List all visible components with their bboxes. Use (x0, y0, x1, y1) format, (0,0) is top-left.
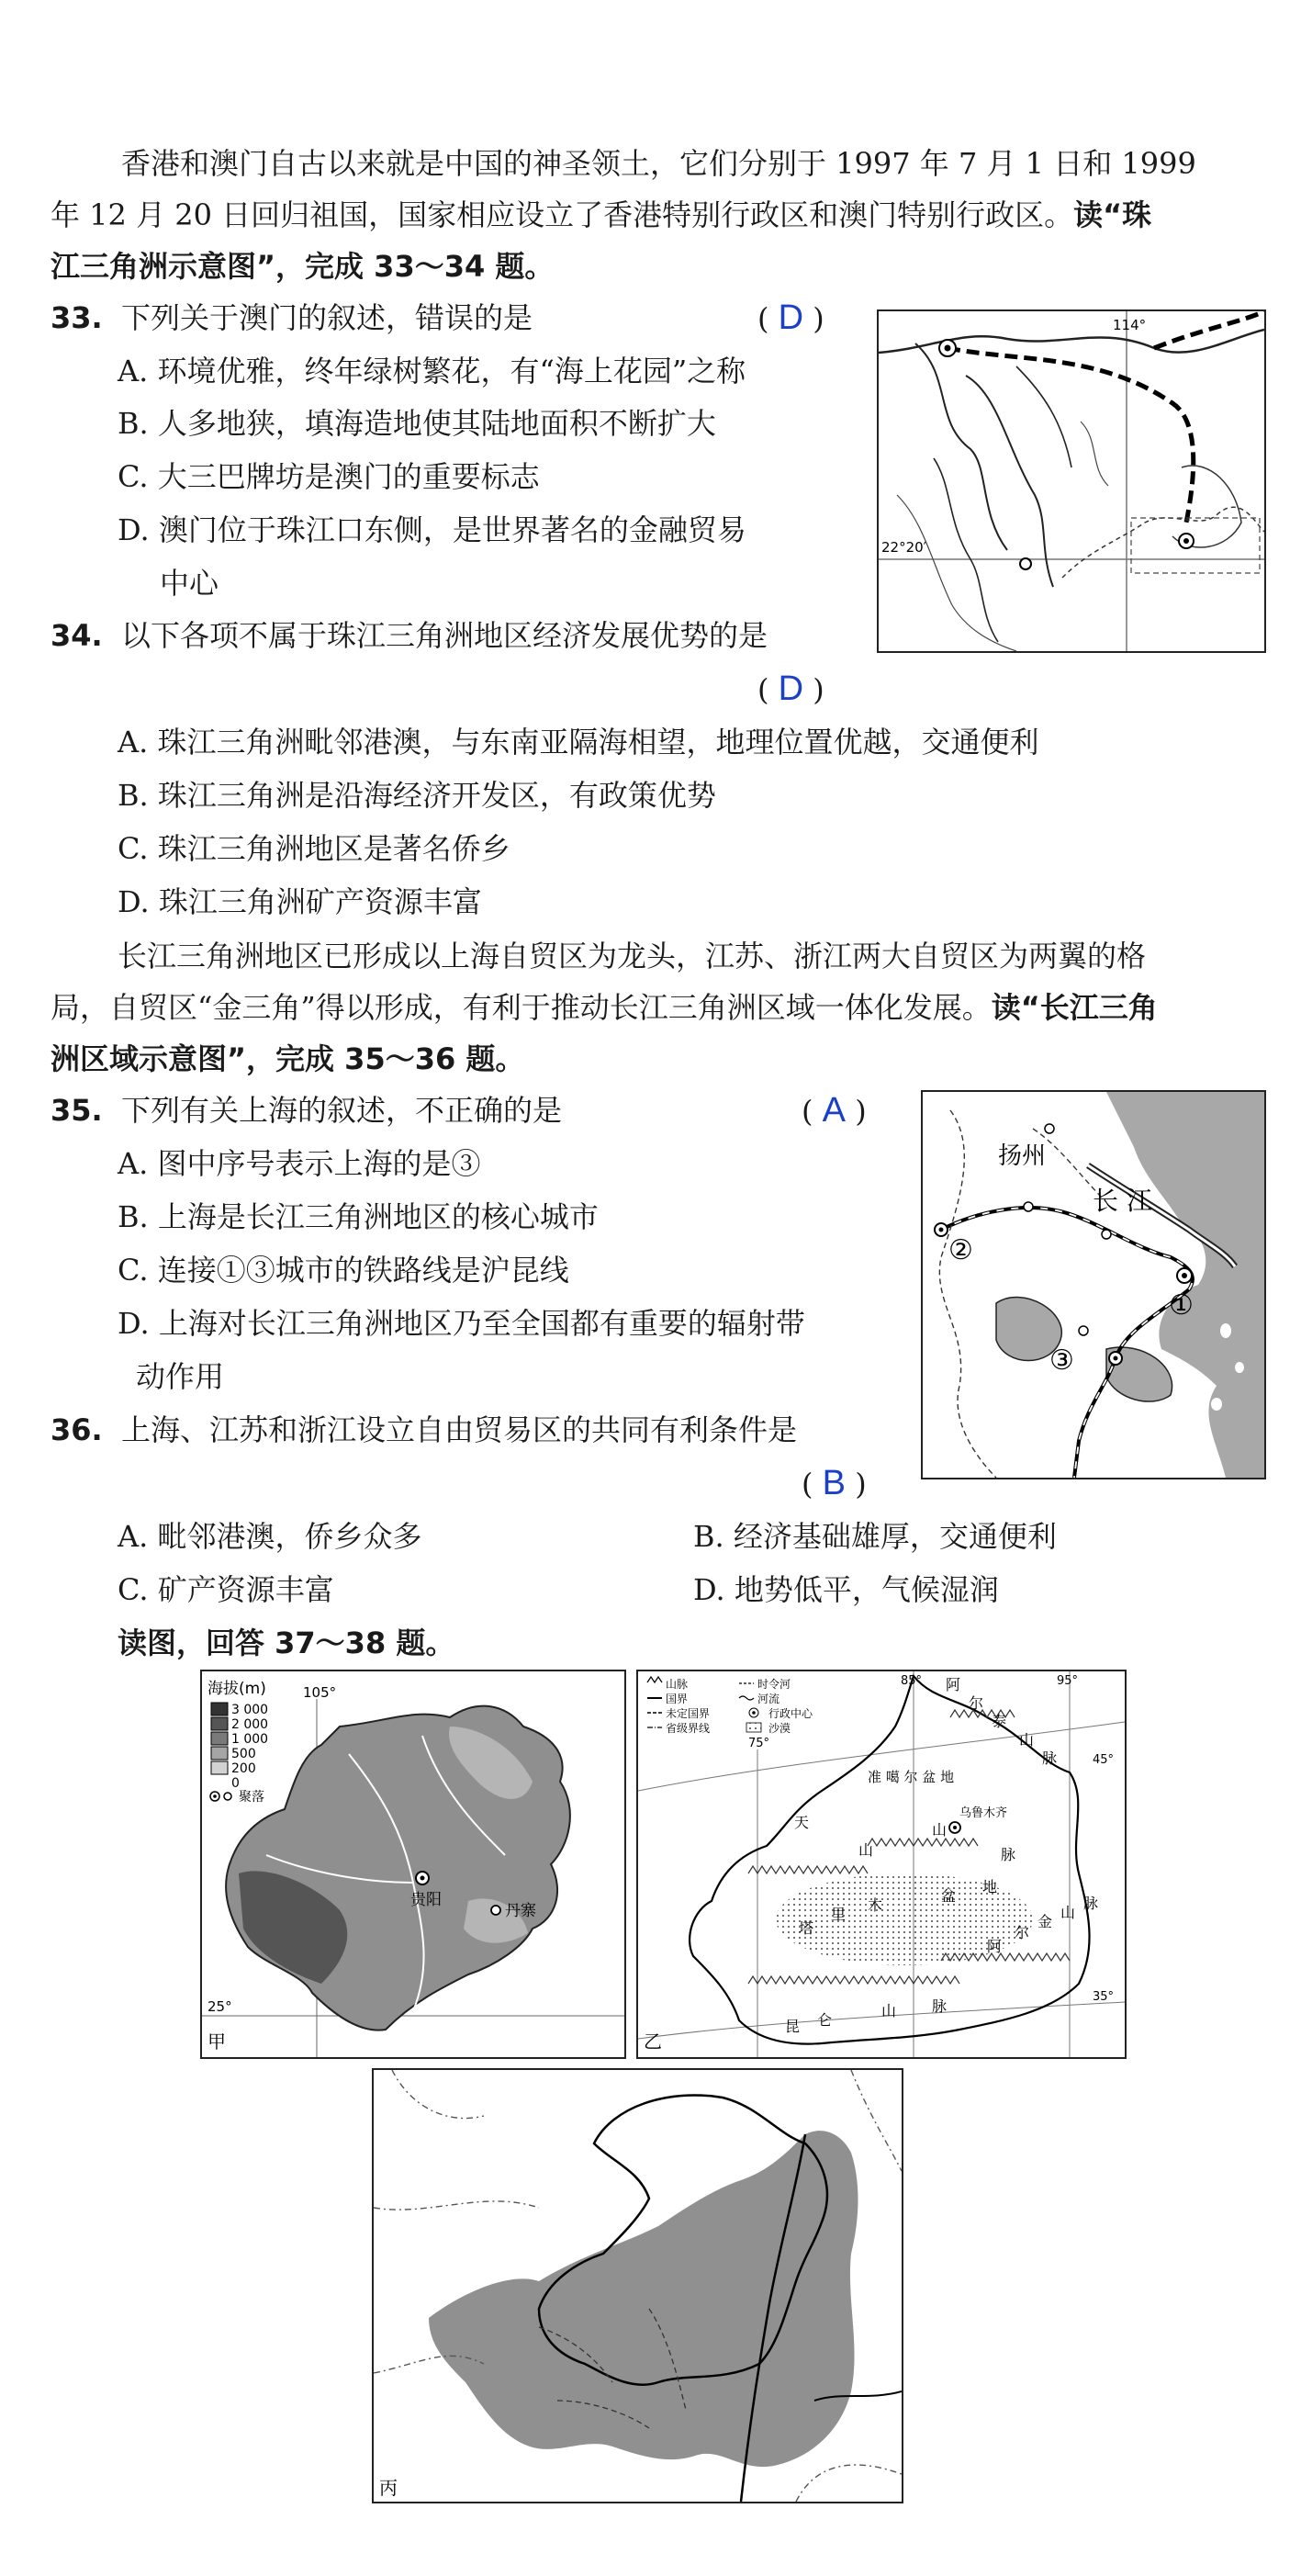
mapA-settlement-label: 聚落 (239, 1790, 264, 1805)
map2-marker-3: ③ (1049, 1344, 1074, 1377)
pearl-river-delta-svg (879, 311, 1264, 651)
map-yi-xinjiang (636, 1670, 1127, 2059)
pearl-river-delta-map (877, 309, 1266, 653)
mapB-legend-desert: 沙漠 (768, 1722, 791, 1735)
q34-stem-text: 以下各项不属于珠江三角洲地区经济发展优势的是 (121, 618, 768, 653)
mapB-kunlun-3: 山 (881, 2002, 897, 2019)
mapB-altai-5: 脉 (1042, 1749, 1058, 1767)
map2-city-yangzhou: 扬州 (998, 1142, 1047, 1170)
mapB-city-urumqi: 乌鲁木齐 (959, 1806, 1008, 1820)
mapA-legend-title: 海拔(m) (207, 1680, 266, 1698)
mapB-tianshan-3: 山 (932, 1821, 948, 1839)
q35-num: 35. (50, 1093, 103, 1128)
q35-option-b: B. 上海是长江三角洲地区的核心城市 (118, 1199, 599, 1234)
map2-river-label: 长 江 (1093, 1186, 1152, 1216)
mapB-altun-4: 山 (1060, 1904, 1076, 1921)
q33-option-c: C. 大三巴牌坊是澳门的重要标志 (118, 459, 540, 494)
q34-num: 34. (50, 618, 103, 653)
read-map-instruction: 读图，回答 37～38 题。 (118, 1625, 455, 1660)
mapA-lon-label: 105° (303, 1684, 337, 1701)
intro1-line2-text: 年 12 月 20 日回归祖国，国家相应设立了香港特别行政区和澳门特别行政区。 (50, 197, 1074, 232)
mapB-lon-75: 75° (748, 1737, 770, 1750)
map-jia-guizhou (200, 1670, 626, 2059)
intro1-line3: 江三角洲示意图”，完成 33～34 题。 (50, 249, 555, 284)
map1-lat-label: 22°20′ (881, 539, 927, 556)
mapB-kunlun-2: 仑 (817, 2011, 833, 2029)
q35-option-a: A. 图中序号表示上海的是③ (118, 1146, 481, 1181)
mapA-level-3000: 3 000 (231, 1703, 269, 1717)
yangtze-delta-map (921, 1090, 1266, 1479)
q33-answer-bracket: ( D ) (757, 298, 824, 337)
intro2-line2 (50, 989, 1158, 1026)
mapB-legend-river: 河流 (757, 1693, 780, 1705)
intro2-line2-bold: 读“长江三角 (991, 990, 1158, 1025)
q36-stem (50, 1412, 797, 1448)
q36-answer: B (822, 1464, 847, 1502)
q34-option-c: C. 珠江三角洲地区是著名侨乡 (118, 831, 510, 866)
mapB-tarim-3: 木 (868, 1896, 883, 1914)
mapB-label: 乙 (644, 2030, 662, 2053)
map2-marker-1: ① (1169, 1289, 1194, 1322)
q35-option-c: C. 连接①③城市的铁路线是沪昆线 (118, 1253, 569, 1288)
mapB-lon-95: 95° (1057, 1674, 1079, 1688)
mapB-tarim-2: 里 (831, 1906, 847, 1923)
mapB-kunlun-1: 昆 (785, 2018, 801, 2035)
q33-stem-text: 下列关于澳门的叙述，错误的是 (121, 300, 533, 335)
q36-option-c: C. 矿产资源丰富 (118, 1572, 334, 1607)
mapB-junggar-basin: 准 噶 尔 盆 地 (868, 1769, 955, 1785)
map1-lon-label: 114° (1113, 317, 1147, 333)
map-bing-svg (374, 2070, 902, 2502)
mapA-city-guiyang: 贵阳 (410, 1891, 442, 1909)
map2-marker-2: ② (948, 1234, 973, 1266)
mapB-legend-province-line: 省级界线 (666, 1722, 711, 1735)
mapC-label: 丙 (379, 2477, 398, 2499)
q36-stem-text: 上海、江苏和浙江设立自由贸易区的共同有利条件是 (121, 1412, 798, 1447)
q35-stem (50, 1092, 562, 1129)
mapB-altai-2: 尔 (969, 1694, 984, 1712)
q36-answer-bracket: ( B ) (802, 1464, 867, 1502)
mapB-tianshan-1: 天 (794, 1814, 810, 1831)
mapB-tarim-1: 塔 (799, 1919, 814, 1937)
q36-num: 36. (50, 1412, 103, 1447)
q34-option-d: D. 珠江三角洲矿产资源丰富 (118, 884, 482, 919)
mapB-altun-5: 脉 (1083, 1895, 1099, 1912)
q36-option-a: A. 毗邻港澳，侨乡众多 (118, 1519, 422, 1554)
q33-option-d: D. 澳门位于珠江口东侧，是世界著名的金融贸易 (118, 512, 746, 547)
mapB-altai-4: 山 (1019, 1731, 1035, 1749)
mapB-tianshan-4: 脉 (1001, 1846, 1016, 1863)
map-jia-svg (202, 1671, 624, 2057)
mapB-tianshan-2: 山 (858, 1841, 874, 1859)
mapB-lon-85: 85° (901, 1674, 923, 1688)
intro2-line2-text: 局，自贸区“金三角”得以形成，有利于推动长江三角洲区域一体化发展。 (50, 990, 992, 1025)
q34-answer: D (778, 669, 804, 708)
mapA-level-2000: 2 000 (231, 1717, 269, 1732)
intro2-line3: 洲区域示意图”，完成 35～36 题。 (50, 1041, 525, 1076)
mapA-level-200: 200 (231, 1761, 256, 1776)
mapA-lat-label: 25° (207, 1998, 232, 2015)
mapB-kunlun-4: 脉 (932, 1997, 948, 2015)
q33-option-b: B. 人多地狭，填海造地使其陆地面积不断扩大 (118, 406, 716, 441)
mapB-lat-35: 35° (1093, 1990, 1115, 2004)
mapB-altun-3: 金 (1037, 1913, 1053, 1930)
q34-answer-bracket: ( D ) (757, 669, 824, 708)
mapA-level-500: 500 (231, 1747, 256, 1761)
mapB-altai-3: 泰 (992, 1713, 1007, 1730)
q35-answer-bracket: ( A ) (802, 1091, 867, 1130)
mapA-city-danzhai: 丹寨 (505, 1902, 536, 1920)
q33-option-a: A. 环境优雅，终年绿树繁花，有“海上花园”之称 (118, 354, 746, 388)
intro1-line1: 香港和澳门自古以来就是中国的神圣领土，它们分别于 1997 年 7 月 1 日和 1999 (121, 146, 1196, 181)
yangtze-delta-svg (923, 1092, 1264, 1478)
mapB-altun-1: 阿 (987, 1938, 1003, 1955)
map-bing-loess (372, 2068, 903, 2503)
q33-num: 33. (50, 300, 103, 335)
q35-stem-text: 下列有关上海的叙述，不正确的是 (121, 1093, 563, 1128)
q35-option-d: D. 上海对长江三角洲地区乃至全国都有重要的辐射带 (118, 1306, 805, 1341)
mapB-legend-undefined-border: 未定国界 (666, 1707, 711, 1720)
q34-option-b: B. 珠江三角洲是沿海经济开发区，有政策优势 (118, 778, 716, 813)
mapB-legend-seasonal-river: 时令河 (757, 1678, 791, 1691)
q34-option-a: A. 珠江三角洲毗邻港澳，与东南亚隔海相望，地理位置优越，交通便利 (118, 725, 1039, 759)
q34-stem (50, 617, 768, 654)
mapB-lat-45: 45° (1093, 1753, 1115, 1767)
mapB-legend-mountain: 山脉 (666, 1678, 689, 1691)
intro1-line2-bold: 读“珠 (1073, 197, 1152, 232)
intro1-line2 (50, 197, 1151, 233)
q33-stem (50, 299, 533, 336)
mapA-level-1000: 1 000 (231, 1732, 269, 1747)
mapB-legend-admin-center: 行政中心 (768, 1707, 813, 1720)
mapB-altun-2: 尔 (1015, 1924, 1030, 1941)
mapB-legend-border: 国界 (666, 1693, 689, 1705)
q36-option-b: B. 经济基础雄厚，交通便利 (693, 1519, 1057, 1554)
mapB-tarim-5: 地 (982, 1878, 998, 1895)
q35-answer: A (822, 1091, 847, 1130)
mapA-level-0: 0 (231, 1776, 240, 1791)
mapB-altai-1: 阿 (946, 1676, 961, 1693)
map-yi-svg (638, 1671, 1125, 2057)
q33-option-d-cont: 中心 (160, 566, 219, 601)
mapB-tarim-4: 盆 (941, 1887, 957, 1905)
q33-answer: D (778, 298, 804, 337)
q35-option-d-cont: 动作用 (136, 1359, 225, 1394)
q36-option-d: D. 地势低平，气候湿润 (693, 1572, 999, 1607)
mapA-label: 甲 (207, 2030, 226, 2053)
intro2-line1: 长江三角洲地区已形成以上海自贸区为龙头，江苏、浙江两大自贸区为两翼的格 (118, 939, 1147, 973)
